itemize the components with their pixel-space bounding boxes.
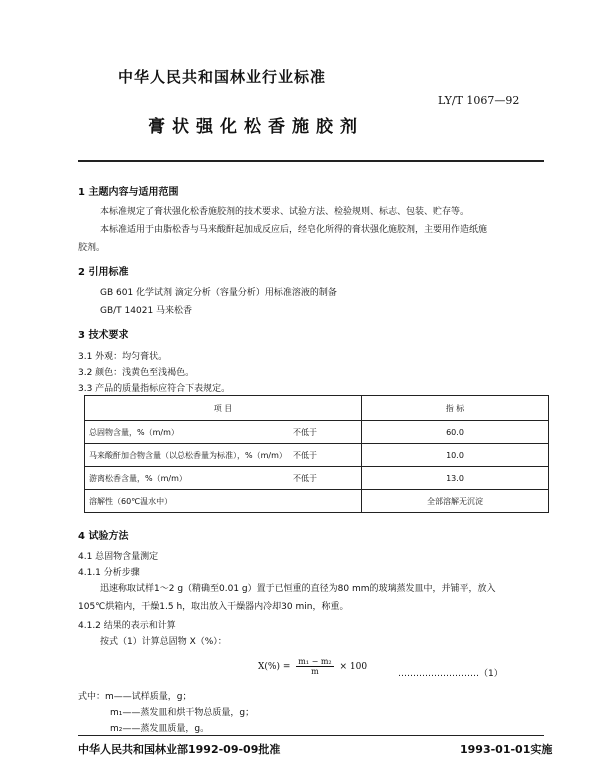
row-item-label: 马来酸酐加合物含量（以总松香量为标准），%（m/m）: [89, 450, 287, 460]
where-m2: m₂——蒸发皿质量，g。: [110, 724, 210, 734]
heading-4-1-1: 4.1.1 分析步骤: [78, 568, 140, 578]
issuing-organization: 中华人民共和国林业行业标准: [118, 68, 327, 86]
column-header-index: 指 标: [362, 396, 549, 421]
row-value: 全部溶解无沉淀: [362, 490, 549, 513]
where-m: 式中：m——试样质量，g；: [78, 692, 192, 702]
row-item-label: 总固物含量，%（m/m）: [89, 427, 179, 437]
table-row: [85, 421, 549, 444]
reference-gb601: GB 601 化学试剂 滴定分析（容量分析）用标准溶液的制备: [100, 288, 337, 298]
table-row: [85, 444, 549, 467]
heading-4-1: 4.1 总固物含量测定: [78, 552, 159, 562]
section-3-heading: 3 技术要求: [78, 330, 129, 341]
row-value: 10.0: [362, 444, 549, 467]
row-item-cell: [85, 444, 362, 467]
standard-number: LY/T 1067—92: [438, 94, 520, 107]
row-condition: 不低于: [293, 450, 317, 460]
table-row: [85, 467, 549, 490]
procedure-line-1: 迅速称取试样1～2 g（精确至0.01 g）置于已恒重的直径为80 mm的玻璃蒸发皿中，并铺平，放入: [100, 584, 496, 594]
formula-denominator: m: [311, 667, 319, 676]
approval-line: 中华人民共和国林业部1992-09-09批准: [78, 743, 281, 756]
header-rule: [78, 160, 544, 162]
section-1-paragraph-1: 本标准规定了膏状强化松香施胶剂的技术要求、试验方法、检验规则、标志、包装、贮存等。: [100, 207, 470, 217]
row-item-cell: [85, 467, 362, 490]
requirement-color: 3.2 颜色：浅黄色至浅褐色。: [78, 368, 195, 378]
reference-gbt14021: GB/T 14021 马来松香: [100, 306, 193, 316]
implementation-date: 1993-01-01实施: [460, 743, 553, 756]
requirement-quality-table-note: 3.3 产品的质量指标应符合下表规定。: [78, 384, 231, 394]
row-item-cell: [85, 421, 362, 444]
section-1-paragraph-2-line-2: 胶剂。: [78, 243, 106, 253]
heading-4-1-2: 4.1.2 结果的表示和计算: [78, 621, 176, 631]
formula-1: [258, 657, 367, 676]
formula-lhs: X(%) =: [258, 662, 291, 672]
row-item-label: 溶解性（60℃温水中）: [89, 496, 173, 506]
formula-rhs: × 100: [339, 662, 368, 672]
requirement-appearance: 3.1 外观：均匀膏状。: [78, 352, 168, 362]
where-m1: m₁——蒸发皿和烘干物总质量，g；: [110, 708, 255, 718]
formula-fraction: [296, 657, 333, 676]
table-row: [85, 490, 549, 513]
section-1-paragraph-2-line-1: 本标准适用于由脂松香与马来酸酐起加成反应后，经皂化所得的膏状强化施胶剂，主要用作造纸施: [100, 225, 488, 235]
section-2-heading: 2 引用标准: [78, 267, 129, 278]
row-condition: 不低于: [293, 427, 317, 437]
row-condition: 不低于: [293, 473, 317, 483]
quality-index-table: [84, 395, 549, 513]
formula-numerator: m₁ − m₂: [298, 657, 332, 666]
row-item-label: 游离松香含量，%（m/m）: [89, 473, 187, 483]
row-item-cell: [85, 490, 362, 513]
document-title: 膏状强化松香施胶剂: [148, 117, 364, 137]
section-1-heading: 1 主题内容与适用范围: [78, 187, 179, 198]
section-4-heading: 4 试验方法: [78, 531, 129, 542]
formula-number: ………………………（1）: [398, 669, 503, 679]
footer-rule: [78, 735, 544, 736]
procedure-line-2: 105℃烘箱内，干燥1.5 h，取出放入干燥器内冷却30 min，称重。: [78, 602, 349, 612]
row-value: 60.0: [362, 421, 549, 444]
calculation-intro: 按式（1）计算总固物 X（%）：: [100, 637, 227, 647]
row-value: 13.0: [362, 467, 549, 490]
table-header-row: [85, 396, 549, 421]
column-header-item: 项 目: [85, 396, 362, 421]
